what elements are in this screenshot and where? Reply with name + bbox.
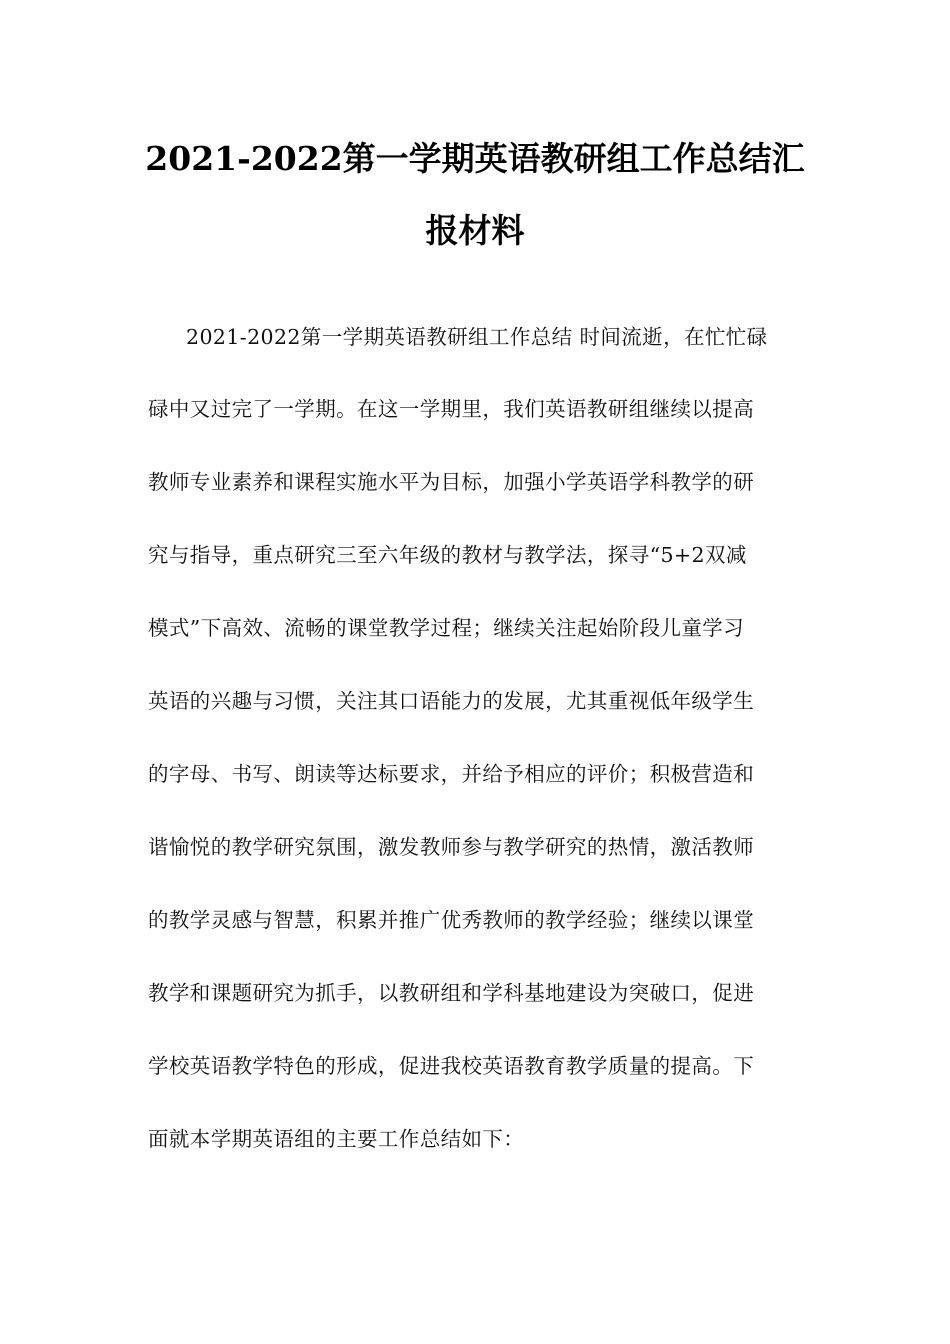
body-line-4: 究与指导，重点研究三至六年级的教材与教学法，探寻“5+2双减 — [148, 543, 747, 567]
body-line-2: 碌中又过完了一学期。在这一学期里，我们英语教研组继续以提高 — [148, 397, 755, 421]
body-line-11: 学校英语教学特色的形成，促进我校英语教育教学质量的提高。下 — [148, 1054, 755, 1078]
document-title-line-1: 2021-2022第一学期英语教研组工作总结汇 — [145, 139, 805, 178]
body-line-9: 的教学灵感与智慧，积累并推广优秀教师的教学经验；继续以课堂 — [148, 908, 755, 932]
document-title-line-2: 报材料 — [425, 211, 525, 250]
body-line-5: 模式”下高效、流畅的课堂教学过程；继续关注起始阶段儿童学习 — [148, 616, 745, 640]
body-line-12: 面就本学期英语组的主要工作总结如下： — [148, 1127, 525, 1151]
body-line-8: 谐愉悦的教学研究氛围，激发教师参与教学研究的热情，激活教师 — [148, 835, 755, 859]
body-line-7: 的字母、书写、朗读等达标要求，并给予相应的评价；积极营造和 — [148, 762, 755, 786]
body-line-10: 教学和课题研究为抓手，以教研组和学科基地建设为突破口，促进 — [148, 981, 755, 1005]
body-line-3: 教师专业素养和课程实施水平为目标，加强小学英语学科教学的研 — [148, 470, 755, 494]
body-line-6: 英语的兴趣与习惯，关注其口语能力的发展，尤其重视低年级学生 — [148, 689, 755, 713]
body-line-1: 2021-2022第一学期英语教研组工作总结 时间流逝，在忙忙碌 — [186, 325, 768, 349]
